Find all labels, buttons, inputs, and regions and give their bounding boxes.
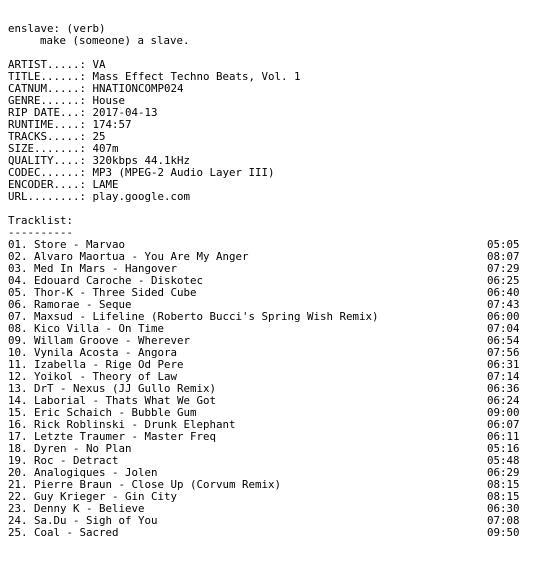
track-duration: 06:25 xyxy=(487,274,520,287)
info-field-key: ARTIST.....: xyxy=(8,58,93,71)
info-field-key: ENCODER....: xyxy=(8,178,93,191)
track-duration: 07:14 xyxy=(487,370,520,383)
track-duration: 05:16 xyxy=(487,442,520,455)
track-duration: 06:24 xyxy=(487,394,520,407)
info-field-value: 174:57 xyxy=(92,118,132,131)
track-row xyxy=(8,527,528,539)
track-title: 25. Coal - Sacred xyxy=(8,526,119,539)
track-title: 18. Dyren - No Plan xyxy=(8,442,132,455)
track-title: 14. Laborial - Thats What We Got xyxy=(8,394,217,407)
release-info-fields xyxy=(8,59,528,203)
track-duration: 05:05 xyxy=(487,238,520,251)
track-title: 20. Analogiques - Jolen xyxy=(8,466,158,479)
info-field-key: RUNTIME....: xyxy=(8,118,93,131)
track-title: 10. Vynila Acosta - Angora xyxy=(8,346,178,359)
track-title: 11. Izabella - Rige Od Pere xyxy=(8,358,184,371)
info-field-key: CODEC......: xyxy=(8,166,93,179)
track-title: 05. Thor-K - Three Sided Cube xyxy=(8,286,197,299)
track-title: 09. Willam Groove - Wherever xyxy=(8,334,191,347)
track-title: 01. Store - Marvao xyxy=(8,238,126,251)
info-field-key: QUALITY....: xyxy=(8,154,93,167)
track-duration: 06:31 xyxy=(487,358,520,371)
definition-term: enslave: (verb) xyxy=(8,22,106,35)
track-duration: 06:00 xyxy=(487,310,520,323)
info-field-key: URL........: xyxy=(8,190,93,203)
info-field-key: SIZE.......: xyxy=(8,142,93,155)
info-field-value: 407m xyxy=(92,142,119,155)
track-title: 02. Alvaro Maortua - You Are My Anger xyxy=(8,250,249,263)
track-duration: 05:48 xyxy=(487,454,520,467)
info-field-value: MP3 (MPEG-2 Audio Layer III) xyxy=(92,166,275,179)
info-field-value: Mass Effect Techno Beats, Vol. 1 xyxy=(92,70,301,83)
track-title: 16. Rick Roblinski - Drunk Elephant xyxy=(8,418,236,431)
blank-line xyxy=(8,203,528,215)
track-title: 17. Letzte Traumer - Master Freq xyxy=(8,430,217,443)
track-title: 13. DrT - Nexus (JJ Gullo Remix) xyxy=(8,382,217,395)
info-field-value: House xyxy=(92,94,126,107)
track-title: 15. Eric Schaich - Bubble Gum xyxy=(8,406,197,419)
info-field-value: 2017-04-13 xyxy=(92,106,158,119)
track-duration: 06:40 xyxy=(487,286,520,299)
track-duration: 06:36 xyxy=(487,382,520,395)
track-duration: 09:00 xyxy=(487,406,520,419)
track-duration: 06:29 xyxy=(487,466,520,479)
info-field-value: LAME xyxy=(92,178,119,191)
track-duration: 08:15 xyxy=(487,478,520,491)
info-field-key: RIP DATE...: xyxy=(8,106,93,119)
track-title: 07. Maxsud - Lifeline (Roberto Bucci's Spring Wish Remix) xyxy=(8,310,379,323)
track-title: 08. Kico Villa - On Time xyxy=(8,322,165,335)
track-title: 23. Denny K - Believe xyxy=(8,502,145,515)
track-duration: 07:56 xyxy=(487,346,520,359)
track-duration: 07:08 xyxy=(487,514,520,527)
track-title: 06. Ramorae - Seque xyxy=(8,298,132,311)
info-field-value: play.google.com xyxy=(92,190,191,203)
track-title: 04. Edouard Caroche - Diskotec xyxy=(8,274,204,287)
info-field-key: TRACKS.....: xyxy=(8,130,93,143)
info-field-key: GENRE......: xyxy=(8,94,93,107)
track-duration: 06:54 xyxy=(487,334,520,347)
info-field-value: HNATIONCOMP024 xyxy=(92,82,184,95)
info-field-value: 25 xyxy=(92,130,106,143)
release-info-document xyxy=(8,23,528,539)
track-title: 19. Roc - Detract xyxy=(8,454,119,467)
track-title: 12. Yoikol - Theory of Law xyxy=(8,370,178,383)
info-field-value: 320kbps 44.1kHz xyxy=(92,154,191,167)
info-field-key: TITLE......: xyxy=(8,70,93,83)
definition-meaning: make (someone) a slave. xyxy=(40,34,190,47)
track-title: 21. Pierre Braun - Close Up (Corvum Remix) xyxy=(8,478,282,491)
tracklist-heading: Tracklist: xyxy=(8,214,74,227)
info-field-key: CATNUM.....: xyxy=(8,82,93,95)
track-duration: 07:29 xyxy=(487,262,520,275)
info-field xyxy=(8,191,528,203)
track-duration: 09:50 xyxy=(487,526,520,539)
track-title: 03. Med In Mars - Hangover xyxy=(8,262,178,275)
track-duration: 07:04 xyxy=(487,322,520,335)
track-title: 22. Guy Krieger - Gin City xyxy=(8,490,178,503)
tracklist-underline: ---------- xyxy=(8,226,74,239)
track-duration: 07:43 xyxy=(487,298,520,311)
track-title: 24. Sa.Du - Sigh of You xyxy=(8,514,158,527)
track-duration: 06:11 xyxy=(487,430,520,443)
tracklist xyxy=(8,239,528,539)
track-duration: 06:07 xyxy=(487,418,520,431)
track-duration: 08:07 xyxy=(487,250,520,263)
track-duration: 06:30 xyxy=(487,502,520,515)
track-duration: 08:15 xyxy=(487,490,520,503)
info-field-value: VA xyxy=(92,58,106,71)
